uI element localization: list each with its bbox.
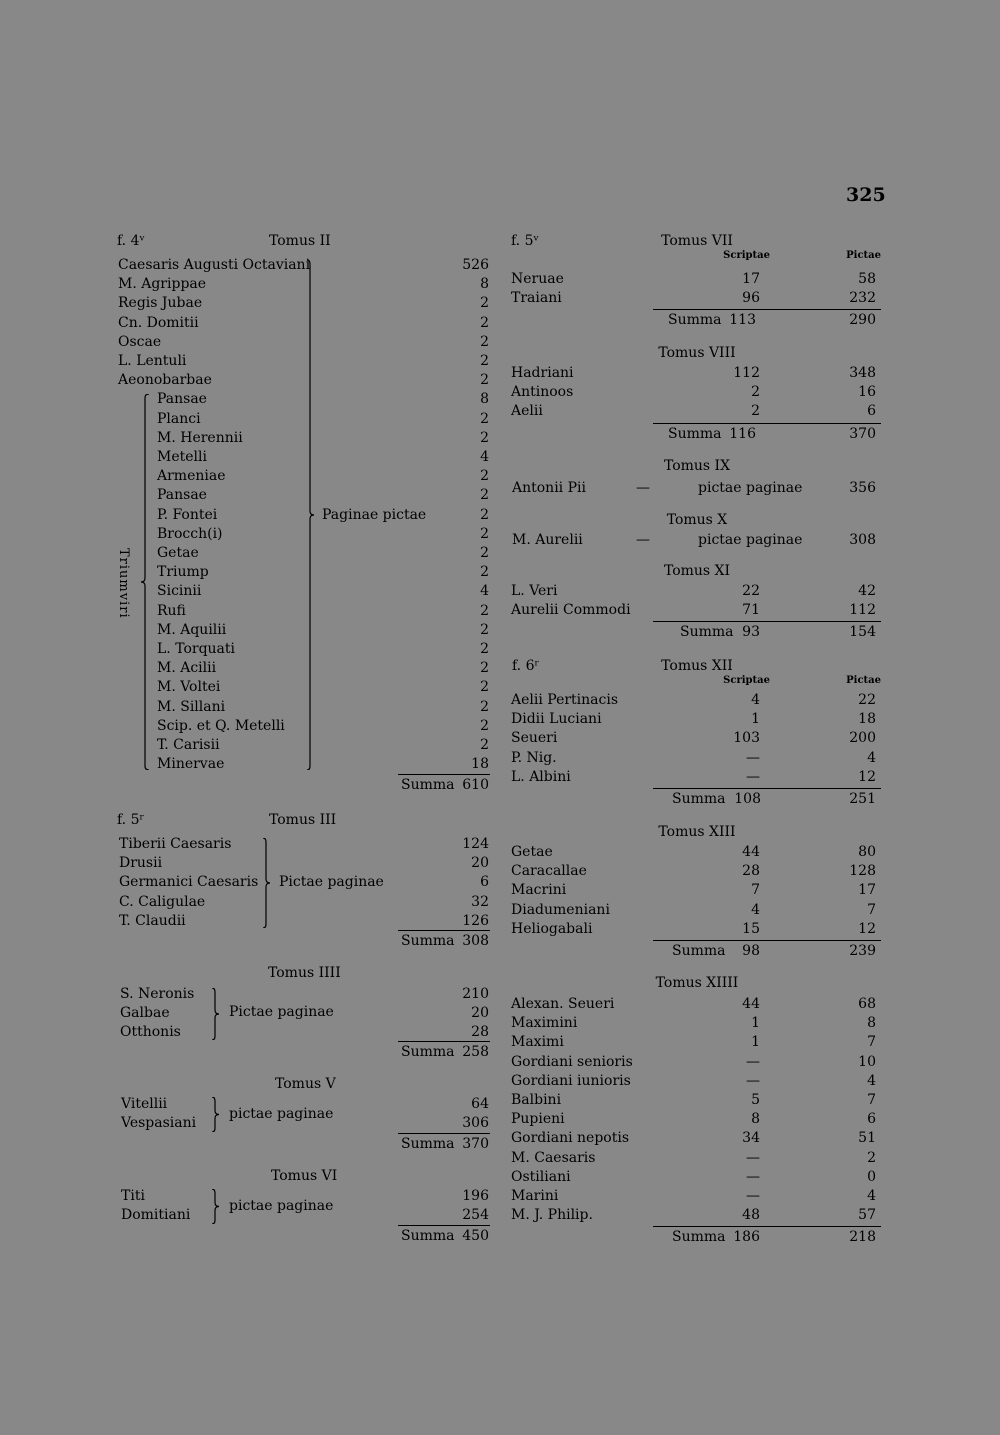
entry-name: Planci bbox=[157, 410, 201, 427]
summa-label: Summa bbox=[672, 791, 726, 807]
entry-pictae: 10 bbox=[858, 1053, 876, 1070]
column-header-scriptae: Scriptae bbox=[723, 250, 770, 261]
entry-pictae: 16 bbox=[858, 384, 876, 401]
entry-scriptae: 48 bbox=[742, 1207, 760, 1224]
entry-pictae: 356 bbox=[849, 480, 876, 496]
summa-rule bbox=[653, 788, 881, 789]
summa-label: Summa bbox=[668, 312, 722, 329]
folio-label: f. 5ᵛ bbox=[511, 233, 539, 249]
entry-value: 210 bbox=[462, 986, 489, 1002]
tomus-heading: Tomus VIII bbox=[658, 345, 736, 361]
entry-name: Seueri bbox=[511, 730, 558, 747]
entry-value: 2 bbox=[480, 487, 489, 504]
summa-label: Summa bbox=[668, 425, 722, 442]
entry-scriptae: 7 bbox=[751, 882, 760, 899]
entry-scriptae: — bbox=[746, 1072, 760, 1089]
summa-label: Summa bbox=[680, 624, 734, 641]
entry-pictae: 22 bbox=[858, 692, 876, 708]
folio-label: f. 6ʳ bbox=[512, 658, 540, 674]
summa-rule bbox=[653, 423, 881, 424]
summa-scriptae: 93 bbox=[742, 624, 760, 641]
entry-name: Metelli bbox=[157, 449, 207, 465]
summa-scriptae: 108 bbox=[734, 791, 761, 807]
entry-value: 64 bbox=[471, 1096, 489, 1112]
page-number: 325 bbox=[846, 184, 886, 206]
entry-value: 196 bbox=[462, 1188, 489, 1204]
brace-label: Paginae pictae bbox=[322, 507, 427, 523]
entry-name: Ostiliani bbox=[511, 1168, 571, 1185]
entry-name: Neruae bbox=[511, 271, 564, 287]
entry-name: Didii Luciani bbox=[511, 711, 602, 728]
entry-name: Cn. Domitii bbox=[118, 314, 199, 331]
entry-name: L. Lentuli bbox=[118, 353, 187, 369]
entry-scriptae: 1 bbox=[751, 711, 760, 728]
entry-value: 2 bbox=[480, 429, 489, 446]
entry-name: Gordiani nepotis bbox=[511, 1130, 630, 1147]
group-brace bbox=[262, 838, 272, 928]
entry-name: Pansae bbox=[157, 487, 207, 504]
entry-name: T. Claudii bbox=[119, 912, 186, 929]
brace-label: pictae paginae bbox=[698, 532, 803, 548]
entry-scriptae: 5 bbox=[751, 1092, 760, 1108]
summa-rule bbox=[398, 1133, 490, 1134]
entry-value: 4 bbox=[480, 449, 489, 465]
entry-scriptae: 112 bbox=[733, 365, 760, 381]
entry-name: Antonii Pii bbox=[512, 480, 586, 496]
entry-name: Maximi bbox=[511, 1034, 564, 1051]
entry-name: Caracallae bbox=[511, 863, 587, 880]
entry-name: Galbae bbox=[120, 1005, 170, 1022]
entry-name: Tiberii Caesaris bbox=[119, 836, 232, 852]
column-header-scriptae: Scriptae bbox=[723, 675, 770, 686]
entry-scriptae: 44 bbox=[742, 844, 760, 860]
entry-pictae: 18 bbox=[858, 711, 876, 728]
tomus-heading: Tomus III bbox=[269, 812, 337, 828]
entry-value: 2 bbox=[480, 737, 489, 753]
summa-pictae: 370 bbox=[849, 425, 876, 442]
entry-scriptae: — bbox=[746, 749, 760, 766]
entry-pictae: 6 bbox=[867, 403, 876, 420]
summa-rule bbox=[398, 930, 490, 931]
entry-name: M. Sillani bbox=[157, 698, 226, 715]
tomus-heading: Tomus XII bbox=[661, 658, 733, 674]
entry-pictae: 200 bbox=[849, 730, 876, 747]
entry-scriptae: 103 bbox=[733, 730, 760, 747]
entry-pictae: 42 bbox=[858, 583, 876, 599]
summa-scriptae: 113 bbox=[729, 312, 756, 329]
triumviri-brace bbox=[141, 394, 151, 770]
entry-value: 2 bbox=[480, 698, 489, 715]
entry-pictae: 4 bbox=[867, 1072, 876, 1089]
tomus-heading: Tomus XIII bbox=[658, 824, 736, 840]
summa-label: Summa bbox=[401, 777, 455, 793]
summa-scriptae: 98 bbox=[742, 943, 760, 959]
folio-label: f. 5ʳ bbox=[117, 812, 145, 828]
tomus-heading: Tomus XI bbox=[663, 563, 731, 579]
summa-label: Summa bbox=[672, 943, 726, 959]
brace-label: Pictae paginae bbox=[229, 1004, 334, 1020]
entry-scriptae: 22 bbox=[742, 583, 760, 599]
entry-name: Gordiani iunioris bbox=[511, 1072, 631, 1089]
entry-pictae: 51 bbox=[858, 1130, 876, 1147]
entry-name: Alexan. Seueri bbox=[511, 996, 615, 1012]
summa-scriptae: 186 bbox=[733, 1229, 760, 1246]
entry-scriptae: 4 bbox=[751, 692, 760, 708]
entry-name: Balbini bbox=[511, 1092, 562, 1108]
entry-name: Marini bbox=[511, 1188, 559, 1204]
brace-label: Pictae paginae bbox=[279, 874, 384, 890]
entry-name: Traiani bbox=[511, 290, 562, 307]
entry-name: Pupieni bbox=[511, 1111, 565, 1128]
entry-value: 2 bbox=[480, 295, 489, 312]
entry-name: Aeonobarbae bbox=[118, 372, 212, 389]
entry-value: 20 bbox=[471, 1005, 489, 1022]
entry-name: Germanici Caesaris bbox=[119, 874, 259, 891]
entry-name: M. Voltei bbox=[157, 679, 221, 696]
column-header-pictae: Pictae bbox=[846, 675, 881, 686]
summa-value: 258 bbox=[462, 1044, 489, 1060]
entry-name: Getae bbox=[157, 545, 199, 561]
tomus-heading: Tomus VI bbox=[271, 1168, 338, 1184]
entry-value: 6 bbox=[480, 874, 489, 891]
entry-name: M. Acilii bbox=[157, 660, 217, 677]
entry-scriptae: — bbox=[746, 1168, 760, 1185]
entry-scriptae: — bbox=[746, 768, 760, 785]
entry-name: M. Aquilii bbox=[157, 621, 227, 638]
entry-scriptae: 4 bbox=[751, 901, 760, 918]
entry-pictae: 17 bbox=[858, 882, 876, 899]
entry-value: 526 bbox=[462, 257, 489, 273]
entry-pictae: 12 bbox=[858, 920, 876, 937]
entry-scriptae: 71 bbox=[742, 602, 760, 619]
summa-pictae: 251 bbox=[849, 791, 876, 807]
entry-value: 254 bbox=[462, 1207, 489, 1224]
entry-value: 2 bbox=[480, 545, 489, 561]
entry-name: Hadriani bbox=[511, 365, 574, 381]
entry-scriptae: 1 bbox=[751, 1034, 760, 1051]
entry-name: M. J. Philip. bbox=[511, 1207, 593, 1224]
entry-value: 2 bbox=[480, 506, 489, 523]
summa-value: 450 bbox=[462, 1228, 489, 1244]
entry-value: 2 bbox=[480, 660, 489, 677]
entry-name: Maximini bbox=[511, 1015, 578, 1032]
entry-pictae: 8 bbox=[867, 1015, 876, 1032]
entry-value: 2 bbox=[480, 717, 489, 734]
entry-pictae: 7 bbox=[867, 1034, 876, 1051]
entry-name: Otthonis bbox=[120, 1024, 181, 1041]
summa-label: Summa bbox=[401, 1044, 455, 1060]
entry-pictae: 2 bbox=[867, 1149, 876, 1166]
entry-name: M. Caesaris bbox=[511, 1149, 596, 1166]
entry-name: Drusii bbox=[119, 855, 163, 872]
entry-name: Armeniae bbox=[157, 468, 226, 485]
summa-rule bbox=[653, 1226, 881, 1227]
summa-rule bbox=[398, 1041, 490, 1042]
entry-pictae: 128 bbox=[849, 863, 876, 880]
entry-scriptae: 15 bbox=[742, 920, 760, 937]
entry-name: Scip. et Q. Metelli bbox=[157, 717, 285, 734]
entry-scriptae: 17 bbox=[742, 271, 760, 287]
brace-label: pictae paginae bbox=[229, 1198, 334, 1214]
group-brace bbox=[306, 260, 316, 770]
entry-scriptae: — bbox=[746, 1053, 760, 1070]
entry-scriptae: 96 bbox=[742, 290, 760, 307]
entry-scriptae: 2 bbox=[751, 384, 760, 401]
summa-pictae: 154 bbox=[849, 624, 876, 641]
summa-rule bbox=[653, 940, 881, 941]
group-brace bbox=[211, 1097, 221, 1132]
summa-scriptae: 116 bbox=[729, 425, 756, 442]
summa-label: Summa bbox=[672, 1229, 726, 1246]
entry-name: Triump bbox=[157, 564, 209, 581]
entry-pictae: 80 bbox=[858, 844, 876, 860]
tomus-heading: Tomus V bbox=[275, 1076, 336, 1092]
summa-value: 370 bbox=[462, 1136, 489, 1152]
summa-value: 308 bbox=[462, 933, 489, 949]
entry-name: Aelii Pertinacis bbox=[511, 692, 619, 708]
entry-name: L. Veri bbox=[511, 583, 558, 599]
entry-pictae: 4 bbox=[867, 749, 876, 766]
entry-name: S. Neronis bbox=[120, 986, 195, 1002]
entry-value: 2 bbox=[480, 602, 489, 619]
entry-scriptae: 34 bbox=[742, 1130, 760, 1147]
tomus-heading: Tomus IIII bbox=[268, 965, 341, 981]
entry-name: L. Albini bbox=[511, 768, 571, 785]
tomus-heading: Tomus VII bbox=[661, 233, 733, 249]
summa-label: Summa bbox=[401, 933, 455, 949]
entry-pictae: 308 bbox=[849, 532, 876, 548]
summa-pictae: 218 bbox=[849, 1229, 876, 1246]
entry-value: 2 bbox=[480, 410, 489, 427]
entry-name: Regis Jubae bbox=[118, 295, 203, 312]
summa-rule bbox=[398, 774, 490, 775]
group-brace bbox=[211, 1189, 221, 1224]
entry-name: P. Nig. bbox=[511, 749, 557, 766]
entry-value: 2 bbox=[480, 641, 489, 657]
entry-name: Getae bbox=[511, 844, 553, 860]
entry-name: Vitellii bbox=[121, 1096, 168, 1112]
entry-name: Minervae bbox=[157, 756, 225, 773]
entry-pictae: 58 bbox=[858, 271, 876, 287]
tomus-heading: Tomus II bbox=[269, 233, 331, 249]
brace-label: pictae paginae bbox=[229, 1106, 334, 1122]
summa-pictae: 239 bbox=[849, 943, 876, 959]
entry-name: Sicinii bbox=[157, 583, 202, 600]
group-brace bbox=[211, 988, 221, 1040]
summa-rule bbox=[653, 309, 881, 310]
entry-pictae: 57 bbox=[858, 1207, 876, 1224]
entry-scriptae: 2 bbox=[751, 403, 760, 420]
tomus-heading: Tomus IX bbox=[663, 458, 731, 474]
entry-pictae: 232 bbox=[849, 290, 876, 307]
entry-scriptae: 1 bbox=[751, 1015, 760, 1032]
entry-name: L. Torquati bbox=[157, 641, 235, 657]
entry-name: Aurelii Commodi bbox=[511, 602, 631, 619]
entry-name: Rufi bbox=[157, 602, 186, 619]
entry-value: 2 bbox=[480, 564, 489, 581]
side-label: Triumviri bbox=[116, 548, 131, 619]
entry-scriptae: 8 bbox=[751, 1111, 760, 1128]
entry-value: 8 bbox=[480, 276, 489, 293]
summa-pictae: 290 bbox=[849, 312, 876, 329]
entry-name: P. Fontei bbox=[157, 506, 218, 523]
entry-pictae: 68 bbox=[858, 996, 876, 1012]
entry-value: 2 bbox=[480, 525, 489, 542]
entry-value: 2 bbox=[480, 314, 489, 331]
entry-value: 126 bbox=[462, 912, 489, 929]
entry-pictae: 112 bbox=[849, 602, 876, 619]
entry-value: 4 bbox=[480, 583, 489, 600]
entry-value: 18 bbox=[471, 756, 489, 773]
summa-label: Summa bbox=[401, 1136, 455, 1152]
entry-name: C. Caligulae bbox=[119, 893, 206, 910]
entry-name: Aelii bbox=[511, 403, 543, 420]
column-header-pictae: Pictae bbox=[846, 250, 881, 261]
tomus-heading: Tomus X bbox=[666, 512, 728, 528]
entry-value: 2 bbox=[480, 333, 489, 350]
entry-scriptae: — bbox=[746, 1149, 760, 1166]
entry-scriptae: 44 bbox=[742, 996, 760, 1012]
summa-value: 610 bbox=[462, 777, 489, 793]
entry-name: M. Aurelii bbox=[512, 532, 583, 548]
entry-name: Pansae bbox=[157, 391, 207, 408]
dash: — bbox=[636, 480, 650, 496]
summa-rule bbox=[398, 1225, 490, 1226]
entry-pictae: 7 bbox=[867, 901, 876, 918]
entry-name: M. Herennii bbox=[157, 429, 243, 446]
entry-value: 2 bbox=[480, 468, 489, 485]
entry-value: 8 bbox=[480, 391, 489, 408]
entry-name: M. Agrippae bbox=[118, 276, 207, 293]
entry-value: 2 bbox=[480, 372, 489, 389]
entry-value: 20 bbox=[471, 855, 489, 872]
entry-name: Diadumeniani bbox=[511, 901, 610, 918]
entry-name: Oscae bbox=[118, 333, 162, 350]
entry-name: Domitiani bbox=[121, 1207, 191, 1224]
entry-name: Brocch(i) bbox=[157, 525, 223, 542]
dash: — bbox=[636, 532, 650, 548]
entry-value: 124 bbox=[462, 836, 489, 852]
entry-pictae: 12 bbox=[858, 768, 876, 785]
summa-rule bbox=[653, 621, 881, 622]
entry-name: Gordiani senioris bbox=[511, 1053, 633, 1070]
entry-pictae: 7 bbox=[867, 1092, 876, 1108]
entry-value: 28 bbox=[471, 1024, 489, 1041]
entry-value: 306 bbox=[462, 1115, 489, 1132]
entry-pictae: 0 bbox=[867, 1168, 876, 1185]
folio-label: f. 4ᵛ bbox=[117, 233, 145, 249]
entry-name: Antinoos bbox=[511, 384, 574, 401]
entry-pictae: 4 bbox=[867, 1188, 876, 1204]
entry-scriptae: — bbox=[746, 1188, 760, 1204]
entry-pictae: 6 bbox=[867, 1111, 876, 1128]
entry-scriptae: 28 bbox=[742, 863, 760, 880]
entry-pictae: 348 bbox=[849, 365, 876, 381]
entry-value: 2 bbox=[480, 679, 489, 696]
entry-value: 32 bbox=[471, 893, 489, 910]
brace-label: pictae paginae bbox=[698, 480, 803, 496]
entry-name: Caesaris Augusti Octaviani bbox=[118, 257, 311, 273]
entry-value: 2 bbox=[480, 353, 489, 369]
entry-name: Titi bbox=[121, 1188, 145, 1204]
entry-name: T. Carisii bbox=[157, 737, 220, 753]
entry-name: Vespasiani bbox=[121, 1115, 197, 1132]
entry-value: 2 bbox=[480, 621, 489, 638]
entry-name: Macrini bbox=[511, 882, 567, 899]
summa-label: Summa bbox=[401, 1228, 455, 1244]
entry-name: Heliogabali bbox=[511, 920, 593, 937]
tomus-heading: Tomus XIIII bbox=[655, 975, 739, 991]
